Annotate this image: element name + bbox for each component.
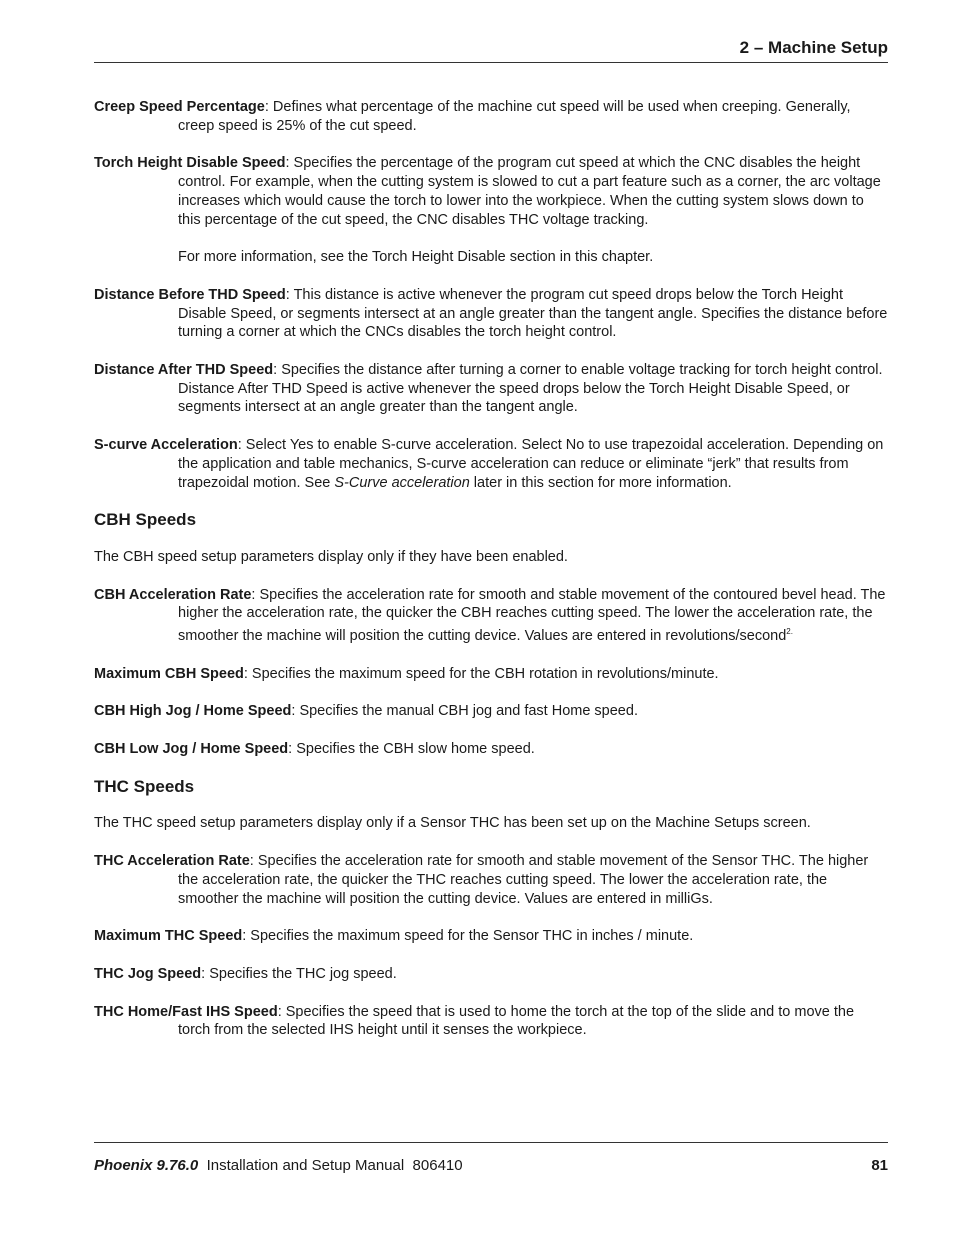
definition-entry [94,98,888,135]
definition-text: : Specifies the distance after turning a corner to enable voltage tracking for torch height control. Distance After THD Speed is active whenever the speed drops below the Torch Height Disable Speed, or segments intersect at an angle greater than the tangent angle. [178,362,883,416]
definition-text: : Specifies the acceleration rate for smooth and stable movement of the contoured bevel head. The higher the acceleration rate, the quicker the CBH reaches cutting speed. The lower the acceleration rate, the smoother the machine will position the cutting device. Values are entered in revolutions/second [178,586,886,644]
definition-entry [94,154,888,229]
definition-entry [94,852,888,908]
definition-entry [94,740,888,759]
definition-term: THC Home/Fast IHS Speed [94,1003,278,1020]
page-header [94,36,888,63]
definition-term: CBH Low Jog / Home Speed [94,741,289,757]
manual-title: Installation and Setup Manual [206,1157,405,1174]
definition-term: Creep Speed Percentage [94,99,265,115]
page-number: 81 [871,1157,888,1174]
chapter-title: 2 – Machine Setup [739,38,888,57]
torch-height-note: For more information, see the Torch Height Disable section in this chapter. [178,249,654,266]
definition-entry [94,927,888,946]
definition-text: : Select Yes to enable S-curve acceleration. Select No to use trapezoidal acceleration. Depending on the application and table mechanics, S-curve acceleration can reduce or eliminate “jerk” that results from trapezoidal motion. See [178,437,884,491]
definition-entry [94,1003,888,1040]
page-content [94,98,888,1059]
definition-text: : Specifies the percentage of the program cut speed at which the CNC disables the height control. For example, when the cutting system is slowed to cut a part feature such as a corner, the arc voltage increases which would cause the torch to lower into the workpiece. When the cutting system slows down to this percentage of the cut speed, the CNC disables THC voltage tracking. [178,155,881,228]
definition-term: THC Jog Speed [94,965,202,982]
definition-text: : Specifies the speed that is used to home the torch at the top of the slide and to move the torch from the selected IHS height until it senses the workpiece. [178,1003,855,1039]
section-intro: The THC speed setup parameters display only if a Sensor THC has been set up on the Machine Setups screen. [94,815,811,832]
definition-text: : Specifies the maximum speed for the CBH rotation in revolutions/minute. [243,665,719,682]
definition-term: Maximum CBH Speed [94,665,244,682]
product-name: Phoenix 9.76.0 [94,1157,199,1174]
definition-entry [94,286,888,342]
definition-term: Torch Height Disable Speed [94,155,286,172]
definition-entry [94,665,888,684]
definition-text: : Specifies the THC jog speed. [201,965,397,982]
definition-term: THC Acceleration Rate [94,853,250,870]
definition-entry [94,965,888,984]
definition-term: S-curve Acceleration [94,437,238,454]
page-footer [94,1142,888,1174]
definition-entry [94,361,888,417]
cross-reference: S-Curve acceleration [334,474,470,491]
definition-term: CBH Acceleration Rate [94,586,252,603]
definition-text: : Specifies the CBH slow home speed. [288,741,535,757]
definition-text: : Specifies the maximum speed for the Sensor THC in inches / minute. [242,928,694,945]
definition-text: : This distance is active whenever the program cut speed drops below the Torch Height Disable Speed, or segments intersect at an angle greater than the tangent angle. Specifies the distance before turning a corner at which the CNCs disables the torch height control. [178,286,888,341]
definition-text: later in this section for more information. [469,474,732,491]
superscript: 2. [786,627,793,637]
definition-term: Distance After THD Speed [94,362,274,379]
section-heading-cbh: CBH Speeds [94,510,197,530]
definition-text: : Defines what percentage of the machine cut speed will be used when creeping. Generally, creep speed is 25% of the cut speed. [178,99,851,134]
definition-text: : Specifies the manual CBH jog and fast Home speed. [291,703,638,720]
section-intro: The CBH speed setup parameters display only if they have been enabled. [94,548,568,565]
part-number: 806410 [412,1157,463,1174]
definition-term: Distance Before THD Speed [94,286,286,303]
definition-term: Maximum THC Speed [94,928,243,945]
definition-text: : Specifies the acceleration rate for smooth and stable movement of the Sensor THC. The higher the acceleration rate, the quicker the THC reaches cutting speed. The lower the acceleration rate, the smoother the machine will position the cutting device. Values are entered in milliGs. [178,853,869,907]
definition-entry [94,436,888,492]
definition-entry [94,586,888,646]
definition-entry [94,702,888,721]
definition-term: CBH High Jog / Home Speed [94,703,292,720]
section-heading-thc: THC Speeds [94,776,195,796]
